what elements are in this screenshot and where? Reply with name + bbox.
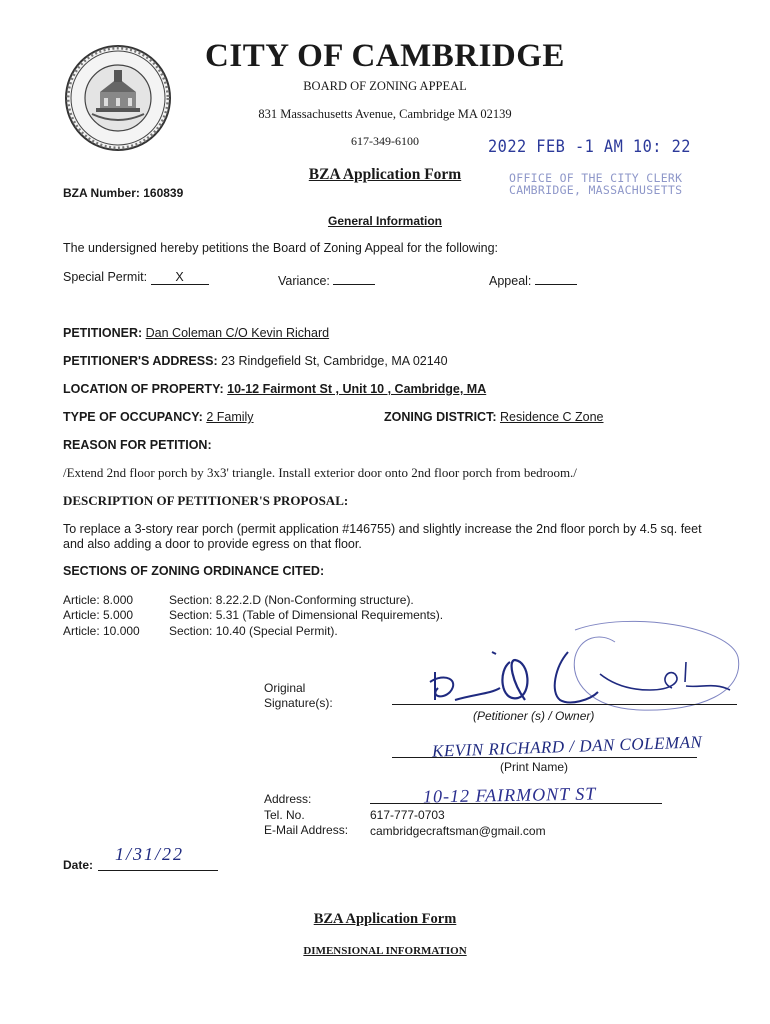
petitioner-address-row — [63, 354, 448, 368]
petitioner-row — [63, 326, 329, 340]
zoning-value: Residence C Zone — [499, 410, 604, 424]
petition-intro: The undersigned hereby petitions the Board of Zoning Appeal for the following: — [63, 241, 499, 255]
zoning-row — [384, 410, 604, 424]
handwritten-address: 10-12 FAIRMONT ST — [422, 783, 597, 807]
dimensional-information-heading: DIMENSIONAL INFORMATION — [303, 945, 467, 957]
tel-value: 617-777-0703 — [370, 808, 445, 822]
contact-labels — [264, 792, 348, 839]
general-information-heading: General Information — [327, 214, 443, 228]
article-cited: Article: 8.000 — [63, 593, 134, 607]
board-address: 831 Massachusetts Avenue, Cambridge MA 02139 — [258, 107, 512, 121]
special-permit-field — [63, 270, 209, 285]
location-label: LOCATION OF PROPERTY: — [63, 382, 224, 396]
petitioner-address-value: 23 Rindgefield St, Cambridge, MA 02140 — [221, 354, 448, 368]
print-name-caption: (Print Name) — [500, 760, 569, 774]
section-cited: Section: 5.31 (Table of Dimensional Requirements). — [169, 608, 444, 622]
stamp-office-line-1: OFFICE OF THE CITY CLERK — [509, 171, 683, 185]
signature-label — [264, 681, 333, 711]
section-cited: Section: 10.40 (Special Permit). — [169, 624, 338, 638]
petitioner-address-label: PETITIONER'S ADDRESS: — [63, 354, 218, 368]
form-title: BZA Application Form — [308, 166, 462, 183]
article-cited: Article: 5.000 — [63, 608, 134, 622]
board-phone: 617-349-6100 — [351, 134, 419, 148]
reason-text: /Extend 2nd floor porch by 3x3' triangle. Install exterior door onto 2nd floor porch from bedroom./ — [63, 465, 577, 480]
article-cited: Article: 10.000 — [63, 624, 140, 638]
location-value: 10-12 Fairmont St , Unit 10 , Cambridge, MA — [227, 382, 487, 396]
appeal-label: Appeal: — [489, 274, 532, 288]
section-cited: Section: 8.22.2.D (Non-Conforming structure). — [169, 593, 414, 607]
variance-label: Variance: — [278, 274, 330, 288]
petitioner-owner-caption: (Petitioner (s) / Owner) — [473, 709, 595, 723]
location-row — [63, 382, 486, 396]
city-title: CITY OF CAMBRIDGE — [205, 38, 565, 74]
signature-label-line-2: Signature(s): — [264, 696, 333, 710]
print-name-line — [392, 757, 697, 758]
appeal-field — [489, 270, 577, 288]
stamp-office-line-2: CAMBRIDGE, MASSACHUSETTS — [509, 183, 683, 197]
occupancy-label: TYPE OF OCCUPANCY: — [63, 410, 203, 424]
address-line — [370, 803, 662, 804]
received-stamp-date: 2022 FEB -1 AM 10: 22 — [488, 137, 691, 157]
address-label: Address: — [264, 792, 312, 806]
description-heading: DESCRIPTION OF PETITIONER'S PROPOSAL: — [63, 493, 349, 508]
reason-heading: REASON FOR PETITION: — [63, 438, 212, 452]
tel-label: Tel. No. — [264, 807, 305, 822]
handwritten-print-name: KEVIN RICHARD / DAN COLEMAN — [431, 732, 703, 761]
occupancy-row — [63, 410, 254, 424]
board-name: BOARD OF ZONING APPEAL — [303, 79, 467, 93]
date-line — [98, 870, 218, 871]
form-title-page-2: BZA Application Form — [313, 911, 457, 927]
variance-value — [333, 270, 375, 285]
petitioner-label: PETITIONER: — [63, 326, 143, 340]
handwritten-date: 1/31/22 — [115, 844, 185, 864]
signature-label-line-1: Original — [264, 681, 306, 695]
email-label: E-Mail Address: — [264, 823, 349, 837]
sections-heading: SECTIONS OF ZONING ORDINANCE CITED: — [63, 564, 325, 578]
description-text: To replace a 3-story rear porch (permit application #146755) and slightly increase the 2nd floor porch by 4.5 sq. feet and also adding a door to provide egress on that floor. — [63, 522, 702, 551]
email-value: cambridgecraftsman@gmail.com — [370, 824, 546, 838]
bza-number: BZA Number: 160839 — [63, 186, 184, 200]
petitioner-value: Dan Coleman C/O Kevin Richard — [145, 326, 330, 340]
occupancy-value: 2 Family — [206, 410, 254, 424]
variance-field — [278, 270, 375, 288]
signature-line — [392, 704, 737, 705]
appeal-value — [535, 270, 577, 285]
date-label: Date: — [63, 858, 94, 872]
special-permit-label: Special Permit: — [63, 270, 148, 284]
zoning-label: ZONING DISTRICT: — [384, 410, 497, 424]
special-permit-value: X — [151, 270, 209, 285]
